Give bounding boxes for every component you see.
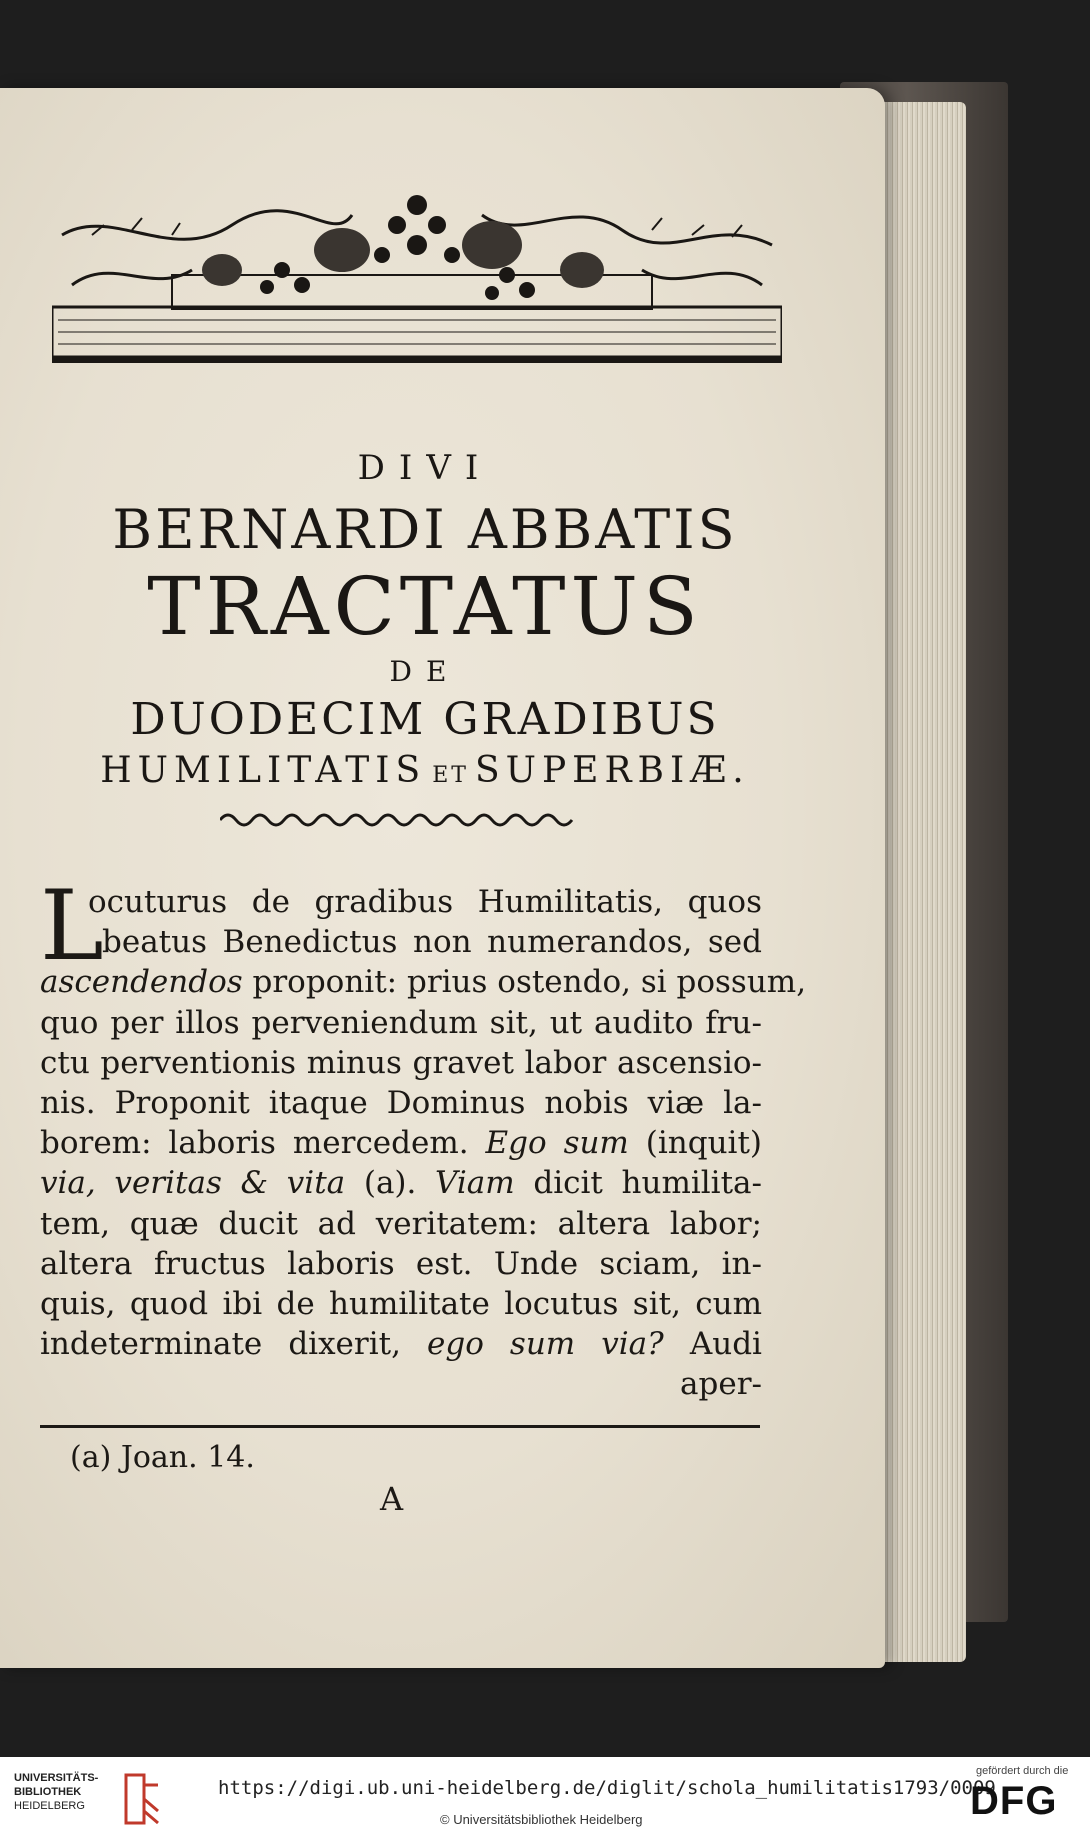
title-de: DE — [389, 655, 461, 688]
text-line: altera fructus laboris est. Unde sciam, in- — [40, 1245, 762, 1282]
text-line: indeterminate dixerit, ego sum via? Audi — [40, 1326, 762, 1363]
text-line: tem, quæ ducit ad veritatem: altera labor; — [40, 1205, 762, 1242]
italic-word: ego sum via? — [427, 1326, 664, 1363]
dfg-logo[interactable]: DFG — [970, 1779, 1058, 1823]
permalink-url[interactable]: https://digi.ub.uni-heidelberg.de/diglit/schola_humilitatis1793/0009 — [218, 1777, 996, 1799]
footer-bar — [0, 1757, 1090, 1837]
italic-word: ascendendos — [40, 964, 243, 1001]
wavy-divider — [220, 808, 585, 832]
floral-ornament-headpiece — [52, 175, 782, 375]
title-et: ET — [432, 763, 469, 788]
text-line: beatus Benedictus non numerandos, sed — [102, 924, 762, 961]
title-humilitatis: HUMILITATIS — [100, 750, 427, 791]
footnote-rule — [40, 1425, 760, 1428]
library-logo[interactable] — [14, 1771, 154, 1827]
title-humilitatis-superbiae — [40, 750, 810, 791]
text-line: via, veritas & vita (a). Viam dicit humilita- — [40, 1165, 763, 1202]
library-name: UNIVERSITÄTS- BIBLIOTHEK HEIDELBERG — [14, 1772, 99, 1812]
italic-word: via, veritas & vita — [40, 1165, 346, 1202]
title-superbiae: SUPERBIÆ. — [474, 750, 750, 791]
catchword: aper- — [680, 1366, 762, 1403]
funded-by-label: gefördert durch die — [976, 1765, 1069, 1777]
library-seal-icon — [118, 1771, 164, 1827]
text-line: ocuturus de gradibus Humilitatis, quos — [88, 884, 762, 920]
signature-mark: A — [380, 1480, 404, 1518]
body-text — [40, 882, 807, 1405]
title-tractatus: TRACTATUS — [147, 560, 703, 653]
text-line: ascendendos proponit: prius ostendo, si possum, — [40, 964, 807, 1001]
italic-word: Viam — [435, 1165, 515, 1202]
copyright-notice: © Universitätsbibliothek Heidelberg — [440, 1812, 643, 1827]
title-bernardi-abbatis: BERNARDI ABBATIS — [112, 498, 738, 561]
text-line: quo per illos perveniendum sit, ut audito fru- — [40, 1004, 762, 1041]
title-duodecim-gradibus: DUODECIM GRADIBUS — [130, 694, 720, 745]
footnote: (a) Joan. 14. — [70, 1440, 255, 1475]
text-line: quis, quod ibi de humilitate locutus sit, cum — [40, 1286, 762, 1323]
text-line: nis. Proponit itaque Dominus nobis viæ la- — [40, 1085, 762, 1122]
drop-cap: L — [40, 870, 104, 982]
text-line: ctu perventionis minus gravet labor ascensio- — [40, 1044, 762, 1081]
italic-word: Ego sum — [485, 1125, 629, 1162]
text-line: borem: laboris mercedem. Ego sum (inquit) — [40, 1125, 763, 1162]
title-divi: DIVI — [357, 448, 493, 488]
